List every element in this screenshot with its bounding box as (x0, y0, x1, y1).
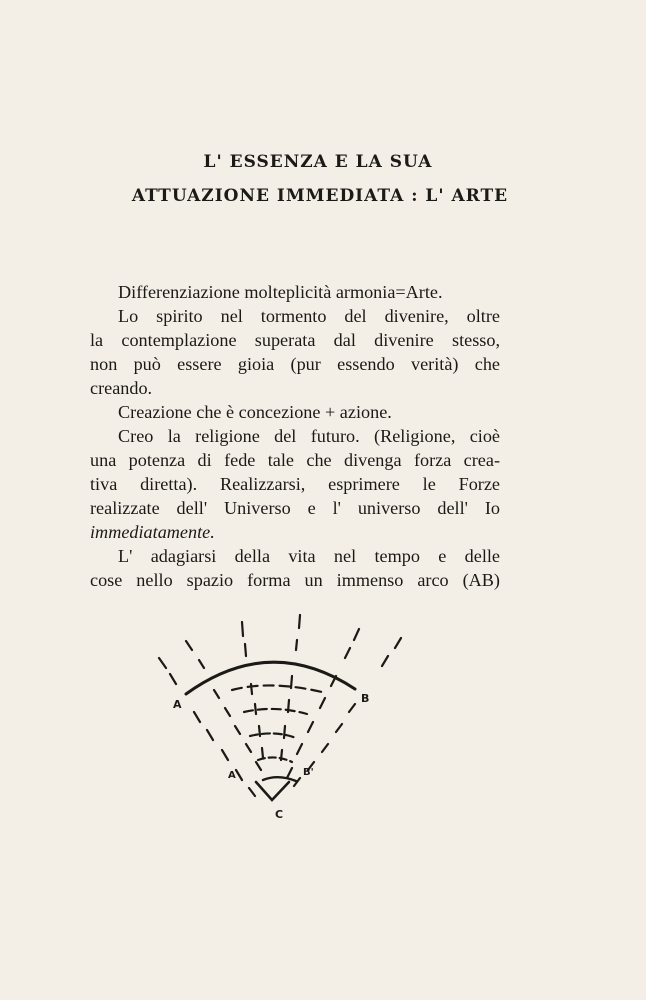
text-line: cose nello spazio forma un immenso arco (AB) (90, 570, 500, 590)
label-b-prime: B' (303, 767, 314, 778)
ray (159, 658, 255, 796)
inner-arc (258, 757, 292, 762)
text-line: la contemplazione superata dal divenire stesso, (90, 330, 500, 350)
chapter-title-line-1: L' ESSENZA E LA SUA (203, 152, 433, 172)
arc-ab (186, 662, 355, 694)
inner-arc (232, 685, 322, 692)
label-a-prime: A' (228, 770, 239, 781)
inner-arc (250, 733, 296, 738)
text-line: Differenziazione molteplicità armonia=Arte. (118, 282, 443, 302)
ray (242, 622, 263, 758)
text-line: Creo la religione del futuro. (Religione, cioè (118, 426, 500, 446)
chapter-title-line-2: ATTUAZIONE IMMEDIATA : L' ARTE (131, 186, 509, 206)
italic-word: immediatamente. (90, 522, 215, 542)
apex-v (256, 782, 289, 800)
text-line: Lo spirito nel tormento del divenire, oltre (118, 306, 500, 326)
ray (294, 638, 401, 786)
text-line: creando. (90, 378, 153, 398)
ray (287, 629, 359, 778)
text-line: L' adagiarsi della vita nel tempo e delle (118, 546, 500, 566)
inner-arc (244, 709, 307, 714)
text-line: una potenza di fede tale che divenga forza crea- (90, 450, 500, 470)
label-b: B (361, 692, 370, 705)
text-line: realizzate dell' Universo e l' universo dell' Io (90, 498, 500, 518)
text-line: Creazione che è concezione + azione. (118, 402, 392, 422)
label-a: A (173, 698, 182, 711)
label-c: C (275, 808, 284, 821)
text-line: non può essere gioia (pur essendo verità) che (90, 354, 500, 374)
text-line: tiva diretta). Realizzarsi, esprimere le Forze (90, 474, 500, 494)
arc-a2b2 (263, 777, 296, 781)
